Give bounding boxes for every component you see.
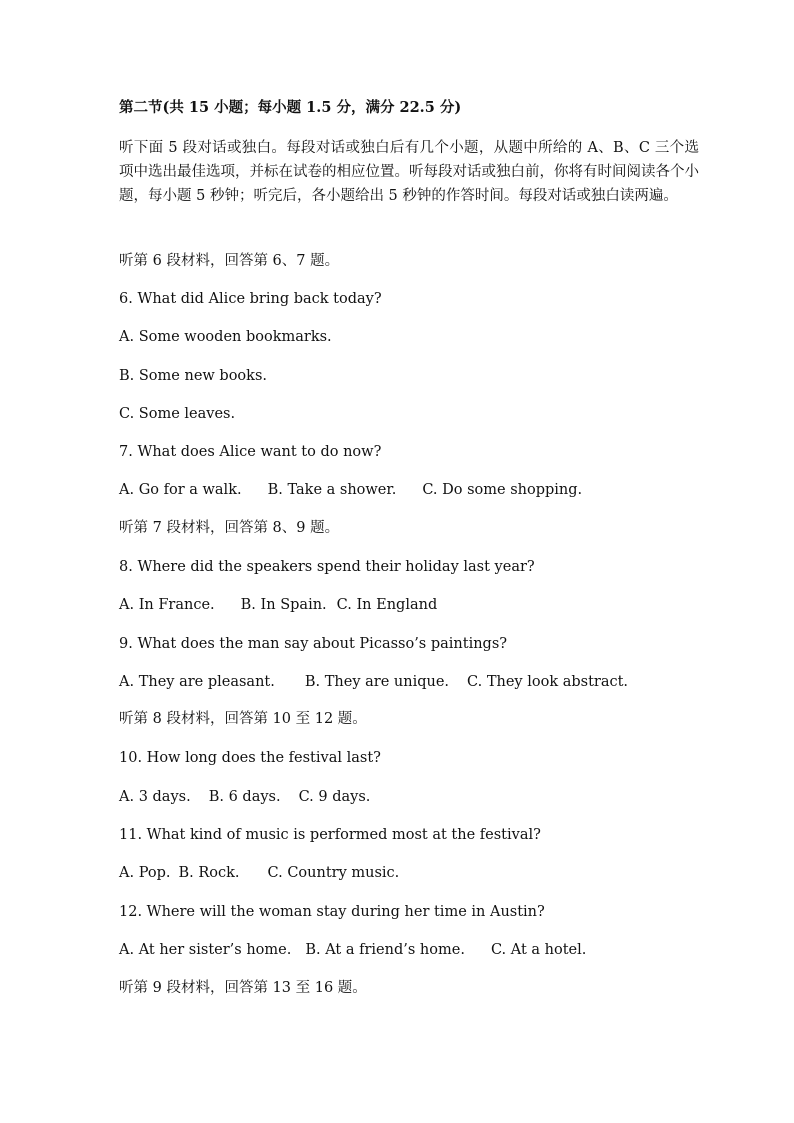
question-10-option-c: C. 9 days. <box>298 789 371 805</box>
question-8-options <box>119 594 437 616</box>
question-9-option-a: A. They are pleasant. <box>119 674 275 690</box>
question-12-option-c: C. At a hotel. <box>490 942 587 958</box>
question-7-option-b: B. Take a shower. <box>267 482 397 498</box>
question-10: 10. How long does the festival last? <box>119 750 381 766</box>
question-11: 11. What kind of music is performed most at the festival? <box>119 827 541 843</box>
question-8-option-c: C. In England <box>336 597 438 613</box>
question-10-options <box>119 786 370 808</box>
question-7-options <box>119 479 582 501</box>
question-6-option-b: B. Some new books. <box>119 368 267 384</box>
question-7-option-a: A. Go for a walk. <box>119 482 242 498</box>
question-12-option-b: B. At a friend’s home. <box>305 942 465 958</box>
material-8-heading: 听第 8 段材料，回答第 10 至 12 题。 <box>119 711 367 727</box>
question-9-option-c: C. They look abstract. <box>467 674 629 690</box>
question-9-options <box>119 671 628 693</box>
question-12-options <box>119 939 586 961</box>
question-9-option-b: B. They are unique. <box>304 674 450 690</box>
question-11-options <box>119 862 399 884</box>
question-10-option-a: A. 3 days. <box>119 789 191 805</box>
section-title: 第二节(共 15 小题；每小题 1.5 分，满分 22.5 分) <box>119 99 462 116</box>
question-11-option-c: C. Country music. <box>267 865 400 881</box>
question-11-option-a: A. Pop. <box>119 865 171 881</box>
question-10-option-b: B. 6 days. <box>208 789 281 805</box>
question-6: 6. What did Alice bring back today? <box>119 291 382 307</box>
instructions-paragraph: 听下面 5 段对话或独白。每段对话或独白后有几个小题，从题中所给的 A、B、C 三个选项中选出最佳选项，并标在试卷的相应位置。听每段对话或独白前，你将有时间阅读各个小题，每小题 5 秒钟；听完后，各小题给出 5 秒钟的作答时间。每段对话或独白读两遍。 <box>119 140 699 204</box>
material-7-heading: 听第 7 段材料，回答第 8、9 题。 <box>119 520 340 536</box>
material-6-heading: 听第 6 段材料，回答第 6、7 题。 <box>119 253 340 269</box>
question-12: 12. Where will the woman stay during her time in Austin? <box>119 904 545 920</box>
question-6-option-a: A. Some wooden bookmarks. <box>119 329 332 345</box>
question-12-option-a: A. At her sister’s home. <box>119 942 292 958</box>
question-11-option-b: B. Rock. <box>178 865 240 881</box>
question-7-option-c: C. Do some shopping. <box>422 482 583 498</box>
question-9: 9. What does the man say about Picasso’s paintings? <box>119 636 508 652</box>
question-8: 8. Where did the speakers spend their holiday last year? <box>119 559 535 575</box>
question-8-option-a: A. In France. <box>119 597 215 613</box>
question-6-option-c: C. Some leaves. <box>119 406 236 422</box>
question-8-option-b: B. In Spain. <box>240 597 327 613</box>
material-9-heading: 听第 9 段材料，回答第 13 至 16 题。 <box>119 980 367 996</box>
question-7: 7. What does Alice want to do now? <box>119 444 382 460</box>
